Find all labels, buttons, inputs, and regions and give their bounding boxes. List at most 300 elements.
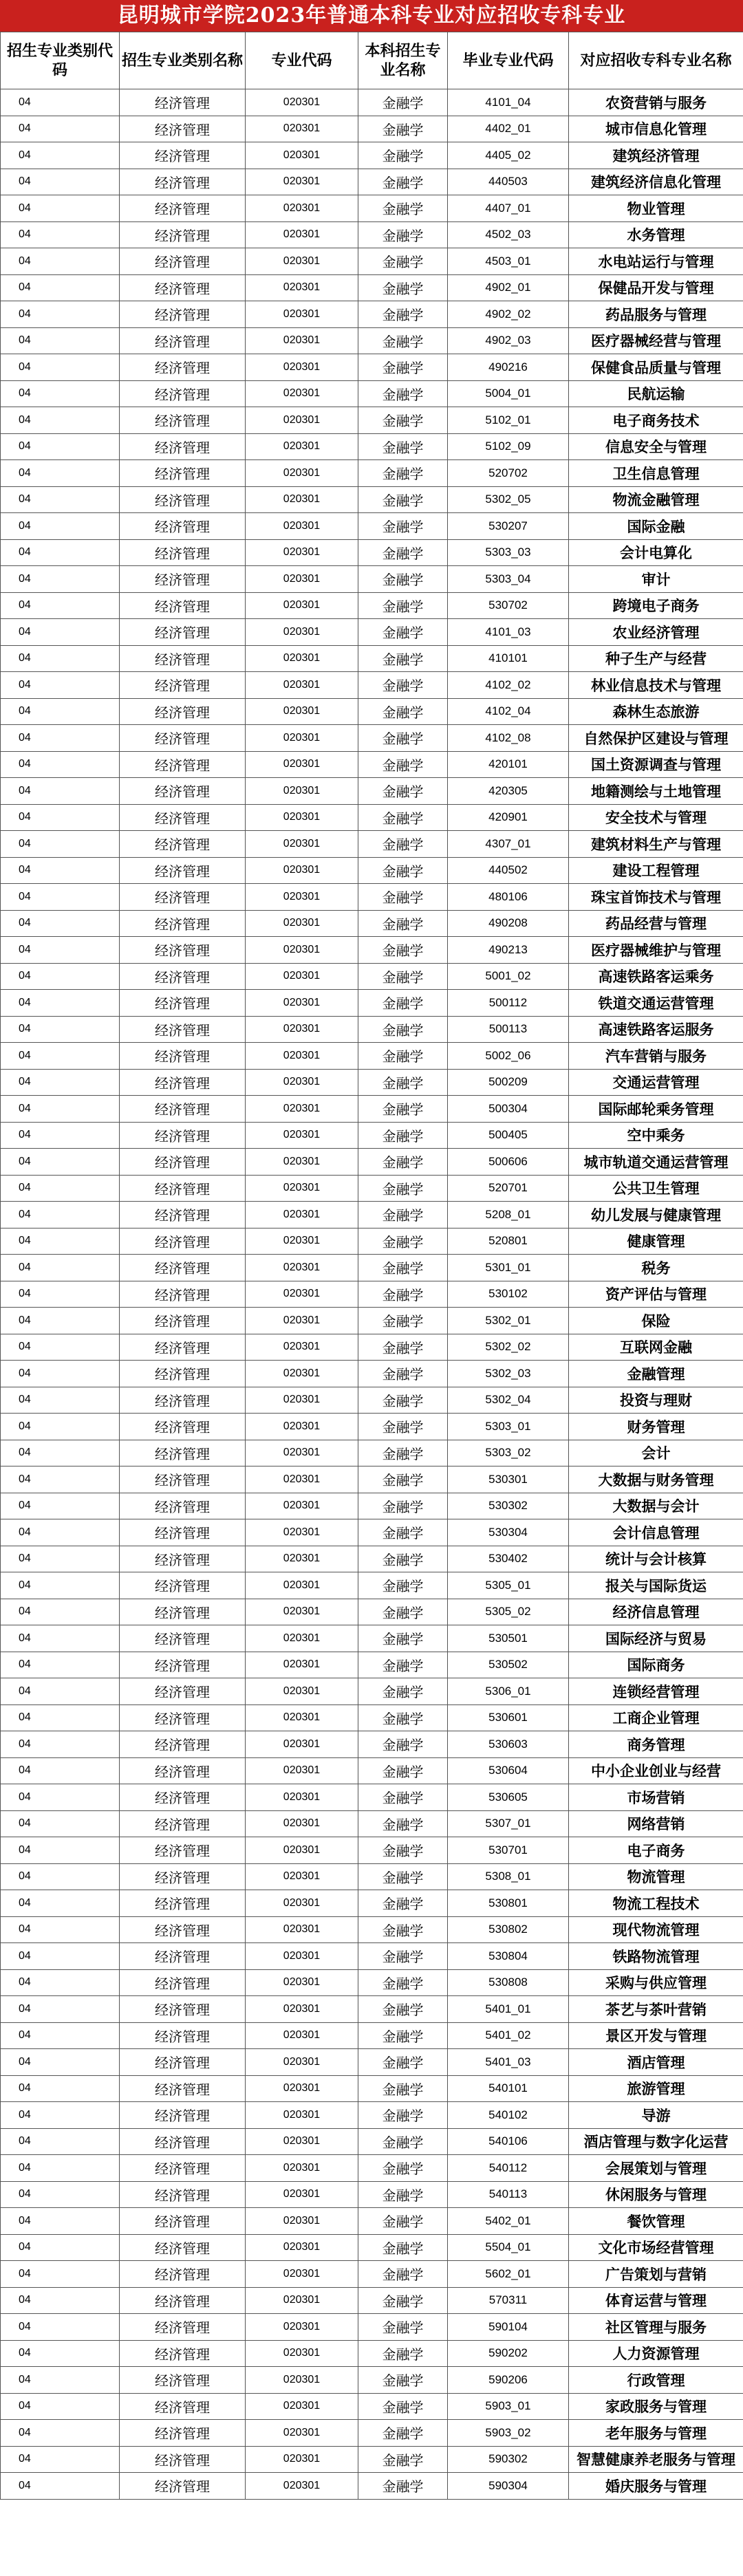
major-name-cell: 金融学	[358, 2473, 448, 2500]
table-row	[1, 1043, 743, 1070]
major-code-cell: 020301	[246, 1943, 358, 1970]
vocational-major-cell: 地籍测绘与土地管理	[569, 778, 743, 805]
major-name-cell: 金融学	[358, 1149, 448, 1176]
category-name-cell: 经济管理	[120, 1572, 246, 1599]
category-name-cell: 经济管理	[120, 1414, 246, 1440]
major-code-cell: 020301	[246, 1704, 358, 1731]
page-title: 昆明城市学院2023年普通本科专业对应招收专科专业	[0, 0, 743, 32]
graduate-code-cell: 4503_01	[448, 248, 569, 275]
category-code-cell: 04	[1, 1837, 120, 1864]
table-row	[1, 751, 743, 778]
vocational-major-cell: 高速铁路客运服务	[569, 1016, 743, 1043]
major-name-cell: 金融学	[358, 407, 448, 434]
vocational-major-cell: 酒店管理与数字化运营	[569, 2128, 743, 2155]
major-name-cell: 金融学	[358, 1308, 448, 1334]
major-name-cell: 金融学	[358, 2075, 448, 2102]
table-row	[1, 1519, 743, 1546]
major-code-cell: 020301	[246, 248, 358, 275]
category-name-cell: 经济管理	[120, 1863, 246, 1890]
graduate-code-cell: 5302_05	[448, 486, 569, 513]
major-code-cell: 020301	[246, 778, 358, 805]
major-code-cell: 020301	[246, 1308, 358, 1334]
table-row	[1, 804, 743, 831]
category-code-cell: 04	[1, 1969, 120, 1996]
graduate-code-cell: 530808	[448, 1969, 569, 1996]
category-code-cell: 04	[1, 1890, 120, 1917]
vocational-major-cell: 农资营销与服务	[569, 89, 743, 116]
vocational-major-cell: 安全技术与管理	[569, 804, 743, 831]
graduate-code-cell: 5402_01	[448, 2208, 569, 2235]
graduate-code-cell: 4402_01	[448, 116, 569, 142]
category-code-cell: 04	[1, 2181, 120, 2208]
graduate-code-cell: 5002_06	[448, 1043, 569, 1070]
major-name-cell: 金融学	[358, 1202, 448, 1229]
vocational-major-cell: 老年服务与管理	[569, 2420, 743, 2447]
vocational-major-cell: 会计信息管理	[569, 1519, 743, 1546]
vocational-major-cell: 社区管理与服务	[569, 2314, 743, 2341]
category-code-cell: 04	[1, 1810, 120, 1837]
graduate-code-cell: 500113	[448, 1016, 569, 1043]
graduate-code-cell: 4102_02	[448, 672, 569, 699]
table-row	[1, 937, 743, 964]
major-name-cell: 金融学	[358, 1678, 448, 1705]
vocational-major-cell: 信息安全与管理	[569, 433, 743, 460]
major-code-cell: 020301	[246, 1122, 358, 1149]
category-name-cell: 经济管理	[120, 2473, 246, 2500]
table-row	[1, 433, 743, 460]
vocational-major-cell: 国际金融	[569, 513, 743, 540]
major-code-cell: 020301	[246, 857, 358, 884]
major-code-cell: 020301	[246, 486, 358, 513]
category-name-cell: 经济管理	[120, 142, 246, 169]
vocational-major-cell: 水务管理	[569, 221, 743, 248]
major-name-cell: 金融学	[358, 2022, 448, 2049]
vocational-major-cell: 林业信息技术与管理	[569, 672, 743, 699]
category-code-cell: 04	[1, 2155, 120, 2182]
table-row	[1, 725, 743, 752]
category-code-cell: 04	[1, 884, 120, 911]
category-code-cell: 04	[1, 910, 120, 937]
graduate-code-cell: 5302_01	[448, 1308, 569, 1334]
vocational-major-cell: 统计与会计核算	[569, 1546, 743, 1572]
major-code-cell: 020301	[246, 1625, 358, 1652]
graduate-code-cell: 5305_01	[448, 1572, 569, 1599]
graduate-code-cell: 540113	[448, 2181, 569, 2208]
category-name-cell: 经济管理	[120, 169, 246, 195]
major-name-cell: 金融学	[358, 2049, 448, 2076]
vocational-major-cell: 网络营销	[569, 1810, 743, 1837]
major-name-cell: 金融学	[358, 2340, 448, 2367]
category-name-cell: 经济管理	[120, 2208, 246, 2235]
category-name-cell: 经济管理	[120, 1890, 246, 1917]
table-row	[1, 857, 743, 884]
category-code-cell: 04	[1, 513, 120, 540]
table-row	[1, 566, 743, 593]
major-code-cell: 020301	[246, 672, 358, 699]
table-row	[1, 195, 743, 222]
category-code-cell: 04	[1, 486, 120, 513]
category-code-cell: 04	[1, 2287, 120, 2314]
table-row	[1, 2049, 743, 2076]
vocational-major-cell: 国际邮轮乘务管理	[569, 1096, 743, 1123]
category-name-cell: 经济管理	[120, 592, 246, 619]
vocational-major-cell: 资产评估与管理	[569, 1281, 743, 1308]
major-name-cell: 金融学	[358, 1361, 448, 1387]
category-code-cell: 04	[1, 778, 120, 805]
graduate-code-cell: 530502	[448, 1652, 569, 1678]
major-name-cell: 金融学	[358, 1440, 448, 1466]
table-row	[1, 2022, 743, 2049]
vocational-major-cell: 文化市场经营管理	[569, 2234, 743, 2261]
major-code-cell: 020301	[246, 1757, 358, 1784]
table-row	[1, 884, 743, 911]
table-row	[1, 2393, 743, 2420]
category-code-cell: 04	[1, 1149, 120, 1176]
category-name-cell: 经济管理	[120, 725, 246, 752]
major-code-cell: 020301	[246, 2102, 358, 2129]
table-row	[1, 354, 743, 381]
major-name-cell: 金融学	[358, 116, 448, 142]
category-name-cell: 经济管理	[120, 2128, 246, 2155]
category-name-cell: 经济管理	[120, 1731, 246, 1758]
category-name-cell: 经济管理	[120, 751, 246, 778]
major-code-cell: 020301	[246, 1599, 358, 1625]
category-name-cell: 经济管理	[120, 274, 246, 301]
major-name-cell: 金融学	[358, 274, 448, 301]
category-name-cell: 经济管理	[120, 1599, 246, 1625]
major-code-cell: 020301	[246, 1255, 358, 1281]
table-row	[1, 672, 743, 699]
vocational-major-cell: 休闲服务与管理	[569, 2181, 743, 2208]
category-code-cell: 04	[1, 1175, 120, 1202]
major-name-cell: 金融学	[358, 169, 448, 195]
major-name-cell: 金融学	[358, 1572, 448, 1599]
category-name-cell: 经济管理	[120, 1625, 246, 1652]
major-code-cell: 020301	[246, 963, 358, 990]
category-name-cell: 经济管理	[120, 2234, 246, 2261]
graduate-code-cell: 530402	[448, 1546, 569, 1572]
category-name-cell: 经济管理	[120, 1652, 246, 1678]
category-name-cell: 经济管理	[120, 2446, 246, 2473]
category-code-cell: 04	[1, 2261, 120, 2288]
major-code-cell: 020301	[246, 566, 358, 593]
major-name-cell: 金融学	[358, 1757, 448, 1784]
graduate-code-cell: 480106	[448, 884, 569, 911]
table-row	[1, 1731, 743, 1758]
table-row	[1, 910, 743, 937]
major-code-cell: 020301	[246, 2314, 358, 2341]
graduate-code-cell: 5001_02	[448, 963, 569, 990]
category-code-cell: 04	[1, 672, 120, 699]
table-row	[1, 142, 743, 169]
table-row	[1, 221, 743, 248]
table-row	[1, 2075, 743, 2102]
major-code-cell: 020301	[246, 937, 358, 964]
major-code-cell: 020301	[246, 1228, 358, 1255]
category-code-cell: 04	[1, 592, 120, 619]
major-code-cell: 020301	[246, 1043, 358, 1070]
table-row	[1, 592, 743, 619]
table-row	[1, 1704, 743, 1731]
category-name-cell: 经济管理	[120, 2420, 246, 2447]
category-code-cell: 04	[1, 1069, 120, 1096]
graduate-code-cell: 4102_08	[448, 725, 569, 752]
major-code-cell: 020301	[246, 2022, 358, 2049]
vocational-major-cell: 城市轨道交通运营管理	[569, 1149, 743, 1176]
graduate-code-cell: 5903_01	[448, 2393, 569, 2420]
major-name-cell: 金融学	[358, 1069, 448, 1096]
category-code-cell: 04	[1, 2102, 120, 2129]
category-code-cell: 04	[1, 1466, 120, 1493]
table-row	[1, 1440, 743, 1466]
vocational-major-cell: 保健食品质量与管理	[569, 354, 743, 381]
table-row	[1, 2234, 743, 2261]
category-name-cell: 经济管理	[120, 248, 246, 275]
vocational-major-cell: 物业管理	[569, 195, 743, 222]
graduate-code-cell: 530601	[448, 1704, 569, 1731]
major-name-cell: 金融学	[358, 1652, 448, 1678]
major-name-cell: 金融学	[358, 2181, 448, 2208]
major-name-cell: 金融学	[358, 672, 448, 699]
graduate-code-cell: 530603	[448, 1731, 569, 1758]
vocational-major-cell: 物流工程技术	[569, 1890, 743, 1917]
major-name-cell: 金融学	[358, 1969, 448, 1996]
graduate-code-cell: 5401_02	[448, 2022, 569, 2049]
major-code-cell: 020301	[246, 1546, 358, 1572]
graduate-code-cell: 590104	[448, 2314, 569, 2341]
category-code-cell: 04	[1, 1546, 120, 1572]
major-name-cell: 金融学	[358, 89, 448, 116]
table-row	[1, 407, 743, 434]
vocational-major-cell: 经济信息管理	[569, 1599, 743, 1625]
table-row	[1, 116, 743, 142]
category-name-cell: 经济管理	[120, 2022, 246, 2049]
category-name-cell: 经济管理	[120, 1757, 246, 1784]
major-name-cell: 金融学	[358, 2261, 448, 2288]
category-code-cell: 04	[1, 1122, 120, 1149]
category-code-cell: 04	[1, 831, 120, 858]
major-name-cell: 金融学	[358, 1414, 448, 1440]
category-name-cell: 经济管理	[120, 2393, 246, 2420]
vocational-major-cell: 会计电算化	[569, 539, 743, 566]
graduate-code-cell: 530605	[448, 1784, 569, 1811]
category-code-cell: 04	[1, 619, 120, 646]
major-code-cell: 020301	[246, 89, 358, 116]
graduate-code-cell: 590202	[448, 2340, 569, 2367]
category-name-cell: 经济管理	[120, 1361, 246, 1387]
vocational-major-cell: 审计	[569, 566, 743, 593]
table-row	[1, 1016, 743, 1043]
vocational-major-cell: 大数据与会计	[569, 1493, 743, 1519]
table-row	[1, 1175, 743, 1202]
category-code-cell: 04	[1, 1757, 120, 1784]
graduate-code-cell: 530801	[448, 1890, 569, 1917]
major-name-cell: 金融学	[358, 380, 448, 407]
vocational-major-cell: 幼儿发展与健康管理	[569, 1202, 743, 1229]
category-code-cell: 04	[1, 539, 120, 566]
table-row	[1, 1546, 743, 1572]
category-code-cell: 04	[1, 1996, 120, 2023]
major-name-cell: 金融学	[358, 884, 448, 911]
category-name-cell: 经济管理	[120, 1334, 246, 1361]
category-code-cell: 04	[1, 301, 120, 328]
category-code-cell: 04	[1, 1202, 120, 1229]
category-name-cell: 经济管理	[120, 1122, 246, 1149]
table-row	[1, 2102, 743, 2129]
table-row	[1, 1837, 743, 1864]
major-name-cell: 金融学	[358, 301, 448, 328]
vocational-major-cell: 商务管理	[569, 1731, 743, 1758]
category-name-cell: 经济管理	[120, 804, 246, 831]
major-code-cell: 020301	[246, 1069, 358, 1096]
graduate-code-cell: 5301_01	[448, 1255, 569, 1281]
graduate-code-cell: 4502_03	[448, 221, 569, 248]
graduate-code-cell: 4102_04	[448, 698, 569, 725]
major-code-cell: 020301	[246, 2075, 358, 2102]
category-code-cell: 04	[1, 2367, 120, 2394]
category-code-cell: 04	[1, 142, 120, 169]
table-row	[1, 1996, 743, 2023]
major-name-cell: 金融学	[358, 1175, 448, 1202]
vocational-major-cell: 酒店管理	[569, 2049, 743, 2076]
major-code-cell: 020301	[246, 513, 358, 540]
category-code-cell: 04	[1, 1863, 120, 1890]
table-row	[1, 248, 743, 275]
category-code-cell: 04	[1, 1334, 120, 1361]
graduate-code-cell: 530804	[448, 1943, 569, 1970]
category-code-cell: 04	[1, 1519, 120, 1546]
table-row	[1, 1969, 743, 1996]
major-name-cell: 金融学	[358, 698, 448, 725]
graduate-code-cell: 520801	[448, 1228, 569, 1255]
table-row	[1, 327, 743, 354]
major-code-cell: 020301	[246, 592, 358, 619]
major-name-cell: 金融学	[358, 778, 448, 805]
graduate-code-cell: 500304	[448, 1096, 569, 1123]
category-code-cell: 04	[1, 1731, 120, 1758]
graduate-code-cell: 420305	[448, 778, 569, 805]
major-name-cell: 金融学	[358, 1096, 448, 1123]
graduate-code-cell: 490216	[448, 354, 569, 381]
category-name-cell: 经济管理	[120, 513, 246, 540]
category-code-cell: 04	[1, 1493, 120, 1519]
major-name-cell: 金融学	[358, 1599, 448, 1625]
major-code-cell: 020301	[246, 195, 358, 222]
vocational-major-cell: 国际经济与贸易	[569, 1625, 743, 1652]
graduate-code-cell: 530302	[448, 1493, 569, 1519]
header-category-name: 招生专业类别名称	[120, 32, 246, 89]
table-row	[1, 1784, 743, 1811]
vocational-major-cell: 投资与理财	[569, 1387, 743, 1414]
category-name-cell: 经济管理	[120, 990, 246, 1017]
category-name-cell: 经济管理	[120, 1546, 246, 1572]
table-row	[1, 1599, 743, 1625]
table-row	[1, 2287, 743, 2314]
category-code-cell: 04	[1, 2049, 120, 2076]
category-code-cell: 04	[1, 963, 120, 990]
vocational-major-cell: 药品服务与管理	[569, 301, 743, 328]
header-row	[1, 32, 743, 89]
category-code-cell: 04	[1, 2128, 120, 2155]
major-code-cell: 020301	[246, 1678, 358, 1705]
category-code-cell: 04	[1, 1016, 120, 1043]
table-row	[1, 301, 743, 328]
graduate-code-cell: 5302_02	[448, 1334, 569, 1361]
major-code-cell: 020301	[246, 1863, 358, 1890]
table-row	[1, 2181, 743, 2208]
major-name-cell: 金融学	[358, 619, 448, 646]
category-name-cell: 经济管理	[120, 698, 246, 725]
major-code-cell: 020301	[246, 1837, 358, 1864]
major-code-cell: 020301	[246, 1361, 358, 1387]
vocational-major-cell: 铁道交通运营管理	[569, 990, 743, 1017]
vocational-major-cell: 金融管理	[569, 1361, 743, 1387]
major-code-cell: 020301	[246, 142, 358, 169]
major-code-cell: 020301	[246, 301, 358, 328]
vocational-major-cell: 中小企业创业与经营	[569, 1757, 743, 1784]
vocational-major-cell: 建筑经济信息化管理	[569, 169, 743, 195]
major-code-cell: 020301	[246, 1784, 358, 1811]
graduate-code-cell: 420101	[448, 751, 569, 778]
graduate-code-cell: 5302_03	[448, 1361, 569, 1387]
category-code-cell: 04	[1, 1414, 120, 1440]
graduate-code-cell: 410101	[448, 645, 569, 672]
category-name-cell: 经济管理	[120, 195, 246, 222]
major-name-cell: 金融学	[358, 1519, 448, 1546]
major-code-cell: 020301	[246, 725, 358, 752]
major-code-cell: 020301	[246, 1731, 358, 1758]
major-name-cell: 金融学	[358, 486, 448, 513]
major-code-cell: 020301	[246, 2181, 358, 2208]
major-name-cell: 金融学	[358, 857, 448, 884]
majors-table	[0, 32, 743, 2500]
category-name-cell: 经济管理	[120, 831, 246, 858]
category-code-cell: 04	[1, 2473, 120, 2500]
vocational-major-cell: 餐饮管理	[569, 2208, 743, 2235]
category-name-cell: 经济管理	[120, 2261, 246, 2288]
graduate-code-cell: 5305_02	[448, 1599, 569, 1625]
graduate-code-cell: 5303_03	[448, 539, 569, 566]
category-code-cell: 04	[1, 1387, 120, 1414]
category-name-cell: 经济管理	[120, 1784, 246, 1811]
vocational-major-cell: 水电站运行与管理	[569, 248, 743, 275]
vocational-major-cell: 互联网金融	[569, 1334, 743, 1361]
graduate-code-cell: 530207	[448, 513, 569, 540]
vocational-major-cell: 保健品开发与管理	[569, 274, 743, 301]
major-code-cell: 020301	[246, 2128, 358, 2155]
major-code-cell: 020301	[246, 354, 358, 381]
category-name-cell: 经济管理	[120, 2340, 246, 2367]
category-name-cell: 经济管理	[120, 1069, 246, 1096]
major-code-cell: 020301	[246, 804, 358, 831]
major-code-cell: 020301	[246, 1996, 358, 2023]
major-name-cell: 金融学	[358, 1837, 448, 1864]
table-row	[1, 513, 743, 540]
major-name-cell: 金融学	[358, 2208, 448, 2235]
category-code-cell: 04	[1, 698, 120, 725]
category-code-cell: 04	[1, 990, 120, 1017]
major-code-cell: 020301	[246, 1572, 358, 1599]
category-code-cell: 04	[1, 2075, 120, 2102]
category-name-cell: 经济管理	[120, 1466, 246, 1493]
vocational-major-cell: 建筑经济管理	[569, 142, 743, 169]
vocational-major-cell: 导游	[569, 2102, 743, 2129]
table-row	[1, 2473, 743, 2500]
major-code-cell: 020301	[246, 619, 358, 646]
category-name-cell: 经济管理	[120, 301, 246, 328]
category-name-cell: 经济管理	[120, 1281, 246, 1308]
major-code-cell: 020301	[246, 2155, 358, 2182]
